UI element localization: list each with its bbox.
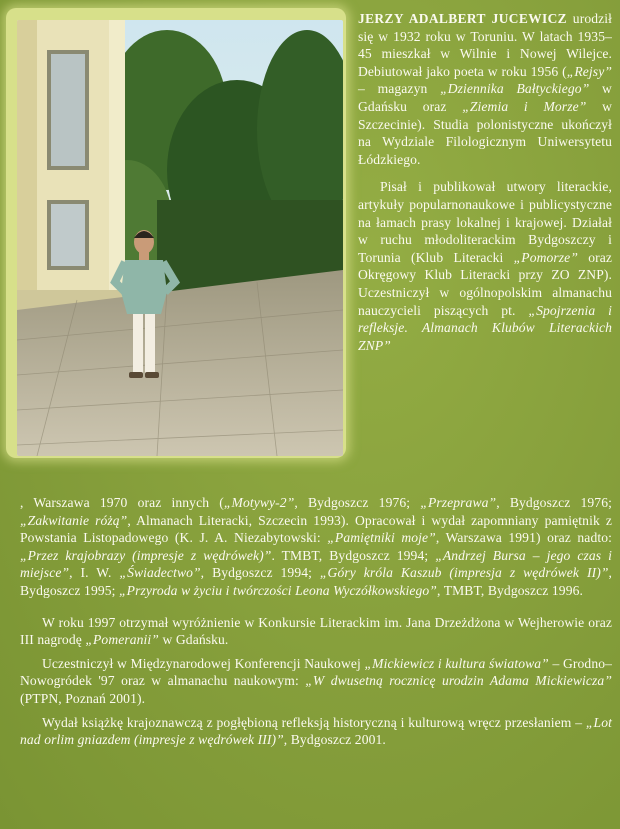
author-name: JERZY ADALBERT JUCEWICZ xyxy=(358,11,567,26)
bio-top-column xyxy=(358,10,612,354)
author-photo xyxy=(17,20,343,456)
bio-paragraph-1: JERZY ADALBERT JUCEWICZ urodził się w 1932 roku w Toruniu. W latach 1935–45 mieszkał w Wilnie i Nowej Wilejce. Debiutował jako poeta w roku 1956 („Rejsy” – magazyn „Dziennika Bałtyckiego” w Gdańsku oraz „Ziemia i Morze” w Szczecinie). Studia polonistyczne ukończył na Wydziale Filologicznym Uniwersytetu Łódzkiego. xyxy=(358,11,613,167)
bio-paragraph-2-start: Pisał i publikował utwory literackie, artykuły popularnonaukowe i publicystyczne na łamach prasy lokalnej i krajowej. Działał w ruchu młodoliterackim Bydgoszczy i Torunia (Klub Literacki „Pomorze” oraz Okręgowy Klub Literacki przy ZO ZNP). Uczestniczył w ogólnopolskim almanachu nauczycieli piszących pt. „Spojrzenia i refleksje. Almanach Klubów Literackich ZNP” xyxy=(358,179,612,353)
bio-bottom-block xyxy=(20,494,612,749)
bio-paragraph-2-cont: , Warszawa 1970 oraz innych („Motywy-2”, Bydgoszcz 1976; „Przeprawa”, Bydgoszcz 1976; „Zakwitanie różą”, Almanach Literacki, Szczecin 1993). Opracował i wydał zapomniany pamiętnik z Powstania Listopadowego (K. J. A. Niezabytowski: „Pamiętniki moje”, Warszawa 1991) oraz nadto: „Przez krajobrazy (impresje z wędrówek)”. TMBT, Bydgoszcz 1994; „Andrzej Bursa – jego czas i miejsce”, I. W. „Świadectwo”, Bydgoszcz 1994; „Góry króla Kaszub (impresja z wędrówek II)”, Bydgoszcz 1995; „Przyroda w życiu i twórczości Leona Wyczółkowskiego”, TMBT, Bydgoszcz 1996. xyxy=(20,495,612,598)
bio-paragraph-4: Uczestniczył w Międzynarodowej Konferencji Naukowej „Mickiewicz i kultura światowa” – Grodno–Nowogródek '97 oraz w almanachu naukowym: „W dwusetną rocznicę urodzin Adama Mickiewicza” (PTPN, Poznań 2001). xyxy=(20,655,613,706)
bio-paragraph-5: Wydał książkę krajoznawczą z pogłębioną refleksją historyczną i kulturową wręcz przesłaniem – „Lot nad orlim gniazdem (impresje z wędrówek III)”, Bydgoszcz 2001. xyxy=(20,714,612,748)
bio-paragraph-3: W roku 1997 otrzymał wyróżnienie w Konkursie Literackim im. Jana Drzeżdżona w Wejherowie oraz III nagrodę „Pomeranii” w Gdańsku. xyxy=(20,614,612,648)
